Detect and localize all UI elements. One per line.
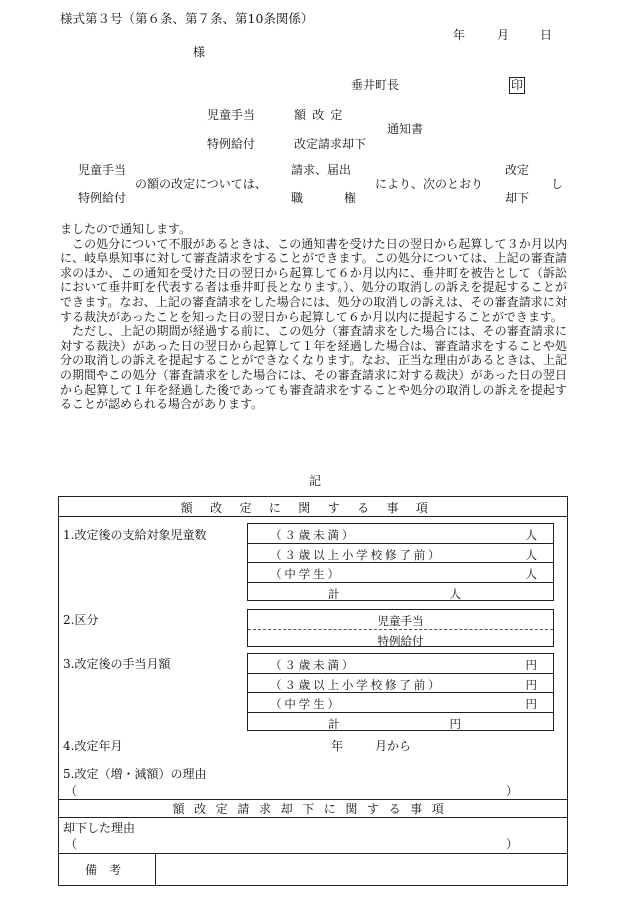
title-allowance-child: 児童手当 — [207, 108, 256, 122]
category-box — [247, 609, 554, 647]
intro-request: 請求、届出 — [291, 163, 352, 177]
notice-body — [60, 222, 567, 412]
date-month: 月 — [497, 28, 510, 42]
item4-label: 4.改定年月 — [63, 739, 123, 753]
monthly-amount-row-total[interactable]: 計 円 — [328, 716, 461, 731]
child-count-row-under3[interactable]: （３歳未満） 人 — [248, 524, 553, 544]
form-table — [58, 496, 568, 886]
monthly-amount-row-primary[interactable]: （３歳以上小学校修了前） 円 — [248, 674, 553, 694]
body-paragraph-1: この処分について不服があるときは、この通知書を受けた日の翌日から起算して３か月以内に、岐阜県知事に対して審査請求をすることができます。この処分については、上記の審査請求のほか、この通知を受けた日の翌日から起算して６か月以内に、垂井町を被告として（訴訟において垂井町を代表する者は垂井町長となります。）、処分の取消しの訴えを提起することができます。なお、上記の審査請求をした場合には、処分の取消しの訴えは、その審査請求に対する裁決があったことを知った日の翌日から起算して６か月以内に提起することができます。 — [60, 236, 567, 324]
title-notice: 通知書 — [387, 122, 424, 136]
child-count-box — [247, 523, 554, 601]
title-allowance-special: 特例給付 — [207, 137, 256, 151]
body-paragraph-2: ただし、上記の期間が経過する前に、この処分（審査請求をした場合には、その審査請求に対する裁決）があった日の翌日から起算して１年を経過した場合は、審査請求をすることや処分の取消しの訴えを提起することができなくなります。なお、正当な理由があるときは、上記の期間やこの処分（審査請求をした場合には、その審査請求に対する裁決）があった日の翌日から起算して１年を経過した後であっても審査請求をすることや処分の取消しの訴えを提起することが認められる場合があります。 — [60, 324, 567, 412]
date-day: 日 — [540, 28, 553, 42]
intro-as-follows: により、次のとおり — [375, 177, 484, 191]
intro-revision-phrase: の額の改定については、 — [135, 177, 267, 191]
rejection-reason-label: 却下した理由 — [63, 821, 136, 835]
item5-paren-open: （ — [65, 784, 78, 798]
remarks-label: 備 考 — [85, 863, 122, 877]
intro-rejected: 却下 — [505, 191, 530, 205]
intro-child-allowance: 児童手当 — [78, 163, 127, 177]
item4-month[interactable]: 月から — [375, 739, 412, 753]
intro-ex-officio-a: 職 — [291, 191, 304, 205]
item5-paren-close: ） — [506, 784, 519, 798]
category-option-special-benefit[interactable]: 特例給付 — [377, 633, 424, 648]
item1-label: 1.改定後の支給対象児童数 — [63, 528, 207, 542]
form-number: 様式第３号（第６条、第７条、第10条関係） — [60, 11, 314, 26]
remarks-field[interactable] — [159, 857, 564, 883]
seal-mark: 印 — [510, 78, 523, 92]
item3-label: 3.改定後の手当月額 — [63, 657, 171, 671]
item2-label: 2.区分 — [63, 613, 99, 627]
child-count-row-primary[interactable]: （３歳以上小学校修了前） 人 — [248, 544, 553, 564]
child-count-row-total[interactable]: 計 人 — [328, 586, 461, 601]
monthly-amount-row-junior-high[interactable]: （中学生） 円 — [248, 693, 553, 713]
rejection-paren-open: （ — [65, 837, 78, 851]
intro-revised: 改定 — [505, 163, 530, 177]
intro-special-benefit: 特例給付 — [78, 191, 127, 205]
intro-shi: し — [551, 177, 564, 191]
monthly-amount-box — [247, 653, 554, 731]
section-revision-header: 額改定に関する事項 — [180, 501, 446, 515]
body-paragraph-0: ましたので通知します。 — [60, 222, 192, 236]
title-revision: 額 改 定 — [294, 108, 344, 122]
section-rejection-header: 額改定請求却下に関する事項 — [172, 802, 454, 816]
category-option-child-allowance[interactable]: 児童手当 — [248, 610, 553, 630]
item4-year[interactable]: 年 — [331, 739, 344, 753]
title-rejection: 改定請求却下 — [294, 137, 367, 151]
date-year: 年 — [453, 28, 466, 42]
monthly-amount-row-under3[interactable]: （３歳未満） 円 — [248, 654, 553, 674]
item5-reason-field[interactable] — [79, 782, 499, 798]
rejection-reason-field[interactable] — [79, 835, 499, 851]
ki-heading: 記 — [309, 474, 322, 488]
issuer-name: 垂井町長 — [351, 78, 400, 92]
child-count-row-junior-high[interactable]: （中学生） 人 — [248, 563, 553, 583]
item5-label: 5.改定（増・減額）の理由 — [63, 767, 207, 781]
rejection-paren-close: ） — [506, 837, 519, 851]
intro-ex-officio-b: 権 — [344, 191, 357, 205]
addressee-sama: 様 — [193, 45, 206, 59]
